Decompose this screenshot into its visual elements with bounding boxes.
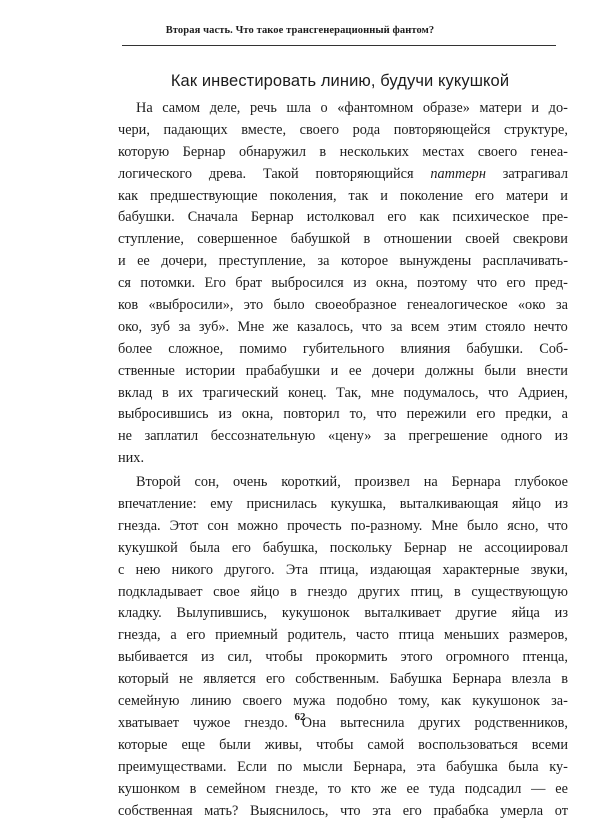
text-line: более сложное, помимо губительного влияния бабушки. Соб- [118,339,568,361]
text-line: с нею никого другого. Эта птица, издающая характерные звуки, [118,560,568,582]
section-title: Как инвестировать линию, будучи кукушкой [110,72,570,91]
text-line: преимуществами. Если по мысли Бернара, эта бабушка была ку- [118,757,568,779]
text-line: Второй сон, очень короткий, произвел на Бернара глубокое [118,472,568,494]
text-line: гнезда. Этот сон можно прочесть по-разному. Мне было ясно, что [118,516,568,538]
text-line: собственная мать? Выяснилось, что эта его прабабка умерла от [118,801,568,822]
text-line: бабушки. Сначала Бернар истолковал его как психическое пре- [118,207,568,229]
text-line: логического древа. Такой повторяющийся паттерн затрагивал [118,164,568,186]
text-line: кукушкой была его бабушка, поскольку Бернар не ассоциировал [118,538,568,560]
text-line: ступление, совершенное бабушкой в отношении своей свекрови [118,229,568,251]
text-line: ственные истории прабабушки и ее дочери должны были внести [118,361,568,383]
text-line: них. [118,448,568,470]
text-line: кушонком в семейном гнезде, то кто же ее туда подсадил — ее [118,779,568,801]
text-line: как предшествующие поколения, так и поколение его матери и [118,186,568,208]
text-line: ся потомки. Его брат выбросился из окна, поэтому что его пред- [118,273,568,295]
text-line: не заплатил бессознательную «цену» за прегрешение одного из [118,426,568,448]
text-line: гнезда, а его приемный родитель, часто птица меньших размеров, [118,625,568,647]
page-number: 62 [0,711,600,723]
running-header: Вторая часть. Что такое трансгенерационный фантом? [150,25,450,36]
text-line: которые еще были живы, чтобы самой воспользоваться всеми [118,735,568,757]
text-line: выбивается из сил, чтобы прокормить этого огромного птенца, [118,647,568,669]
text-line: подкладывает свое яйцо в гнездо других птиц, в существующую [118,582,568,604]
text-line: выбросившись из окна, повторил то, что пережили его предки, а [118,404,568,426]
text-line: чери, падающих вместе, своего рода повторяющейся структуре, [118,120,568,142]
text-line: которую Бернар обнаружил в нескольких местах своего генеа- [118,142,568,164]
text-line: который не является его собственным. Бабушка Бернара влезла в [118,669,568,691]
text-line: вклад в их трагический конец. Так, мне подумалось, что Адриен, [118,383,568,405]
text-line: и ее дочери, преступление, за которое вынуждены расплачивать- [118,251,568,273]
text-line: ков «выбросили», это было своеобразное генеалогическое «око за [118,295,568,317]
text-line: впечатление: ему приснилась кукушка, выталкивающая яйцо из [118,494,568,516]
text-line: хватывает чужое гнездо. Она вытеснила других родственников, [118,713,568,735]
text-line: око, зуб за зуб». Мне же казалось, что за всем этим стояло нечто [118,317,568,339]
text-line: На самом деле, речь шла о «фантомном образе» матери и до- [118,98,568,120]
text-line: семейную линию своего мужа подобно тому, как кукушонок за- [118,691,568,713]
header-rule [122,45,556,46]
text-line: кладку. Вылупившись, кукушонок выталкивает другие яйца из [118,603,568,625]
